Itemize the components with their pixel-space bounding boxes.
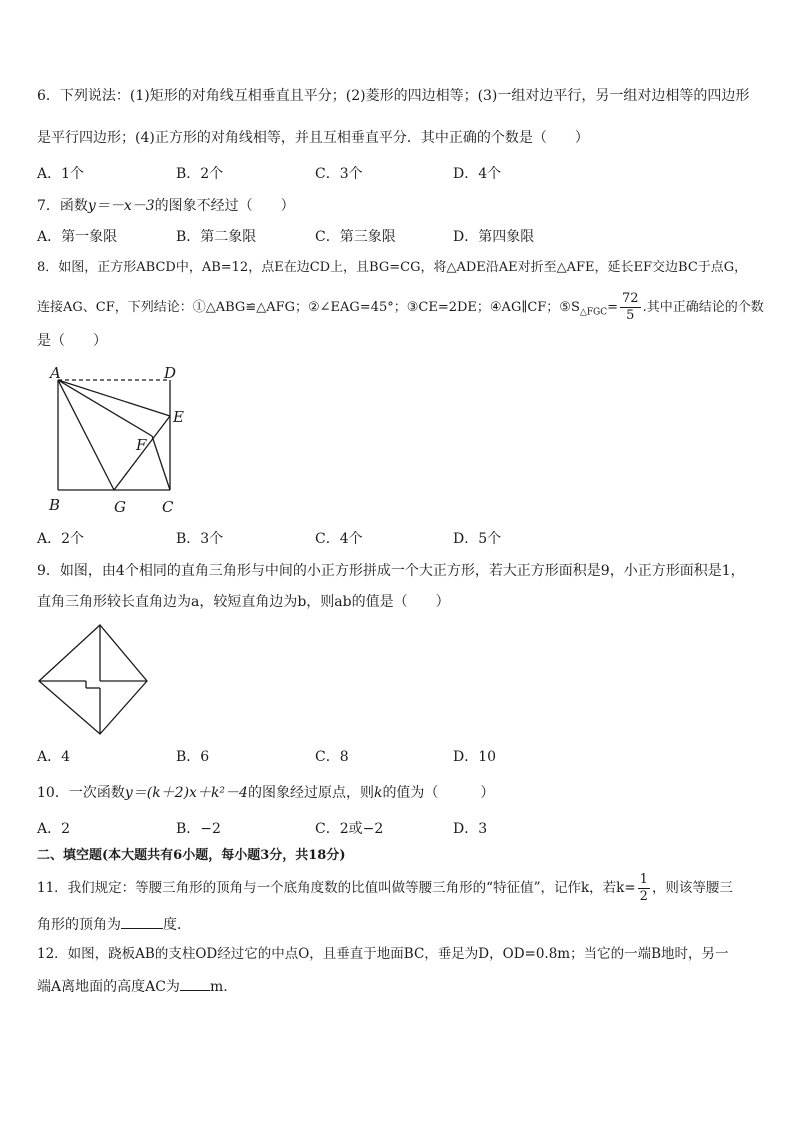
q7-suffix: 的图象不经过（ ）: [154, 198, 295, 214]
q6-option-c: C．3个: [315, 166, 363, 182]
q10-formula: y＝(k＋2)x＋k²－4: [124, 785, 248, 801]
q7-option-a: A．第一象限: [37, 229, 118, 245]
q8-label-g: G: [114, 498, 126, 516]
q9-option-b: B．6: [176, 749, 210, 765]
q9-pinwheel-figure: [34, 622, 154, 737]
q8-option-b: B．3个: [176, 531, 224, 547]
q10-option-d: D．3: [453, 821, 488, 837]
q8-frac-den: 5: [626, 308, 635, 323]
q8-area-subscript: △FGC: [579, 307, 608, 318]
q11-frac-den: 2: [639, 889, 648, 904]
q10-option-a: A．2: [37, 821, 71, 837]
section-2-title: 二、填空题(本大题共有6小题，每小题3分，共18分): [37, 848, 346, 863]
q8-line3: 是（ ）: [37, 333, 107, 349]
q8-label-b: B: [49, 496, 61, 514]
q6-option-d: D．4个: [453, 166, 502, 182]
q11-answer-blank[interactable]: [121, 914, 163, 929]
q8-frac-num: 72: [622, 291, 639, 306]
q6-line2: 是平行四边形；(4)正方形的对角线相等，并且互相垂直平分．其中正确的个数是（ ）: [37, 130, 589, 146]
q12-line1: 12．如图，跷板AB的支柱OD经过它的中点O，且垂直于地面BC，垂足为D，OD=0.8m；当它的一端B地时，另一: [37, 946, 729, 962]
q8-label-a: A: [50, 364, 61, 382]
q11-line1-suffix: ，则该等腰三: [651, 880, 733, 896]
q9-options: [37, 747, 757, 767]
q7-option-d: D．第四象限: [453, 229, 535, 245]
q11-line1: [37, 868, 733, 908]
q7-option-b: B．第二象限: [176, 229, 257, 245]
q9-option-c: C．8: [315, 749, 349, 765]
q11-fraction: [638, 872, 650, 905]
q8-segment-fc: [152, 436, 170, 490]
q7-options: [37, 227, 757, 247]
q8-label-c: C: [162, 498, 174, 516]
q9-line2: 直角三角形较长直角边为a，较短直角边为b，则ab的值是（ ）: [37, 594, 450, 610]
q6-option-b: B．2个: [176, 166, 224, 182]
q10-stem: [37, 783, 494, 803]
q7-stem: [37, 196, 295, 216]
q11-line2: [37, 914, 191, 935]
q10-middle: 的图象经过原点，则: [247, 785, 374, 801]
q8-option-d: D．5个: [453, 531, 502, 547]
q8-option-c: C．4个: [315, 531, 363, 547]
q9-option-a: A．4: [37, 749, 71, 765]
q8-segment-ae: [58, 380, 170, 416]
q9-line1: 9．如图，由4个相同的直角三角形与中间的小正方形拼成一个大正方形，若大正方形面积是9，小正方形面积是1，: [37, 563, 745, 579]
q9-option-d: D．10: [453, 749, 497, 765]
q12-line2-suffix: m.: [209, 979, 228, 995]
q8-label-d: D: [164, 364, 177, 382]
q10-prefix: 10．一次函数: [37, 785, 125, 801]
q6-line1: 6．下列说法：(1)矩形的对角线互相垂直且平分；(2)菱形的四边相等；(3)一组对边平行，另一组对边相等的四边形: [37, 88, 750, 104]
q6-option-a: A．1个: [37, 166, 85, 182]
q11-frac-num: 1: [639, 872, 648, 887]
q8-label-f: F: [136, 436, 147, 454]
q11-line2-suffix: 度．: [163, 917, 191, 933]
q10-options: [37, 819, 757, 839]
q8-fraction: [620, 291, 641, 324]
q11-line2-prefix: 角形的顶角为: [37, 917, 121, 933]
q10-option-b: B．−2: [176, 821, 221, 837]
q7-option-c: C．第三象限: [315, 229, 396, 245]
q8-label-e: E: [173, 408, 184, 426]
q12-line2-prefix: 端A离地面的高度AC为: [37, 979, 180, 995]
q12-line2: [37, 976, 228, 997]
q8-square-figure: [40, 360, 200, 520]
q6-options: [37, 164, 757, 184]
q11-line1-prefix: 11．我们规定：等腰三角形的顶角与一个底角度数的比值叫做等腰三角形的“特征值”，记作k，若k=: [37, 880, 636, 896]
q8-line2-suffix: .其中正确结论的个数: [642, 300, 764, 315]
q8-line1: 8．如图，正方形ABCD中，AB=12，点E在边CD上，且BG=CG，将△ADE沿AE对折至△AFE，延长EF交边BC于点G，: [37, 260, 748, 275]
q9-outer-square: [39, 625, 147, 734]
q8-options: [37, 529, 757, 549]
q8-line2: [37, 288, 764, 333]
q10-suffix: 的值为（ ）: [382, 785, 495, 801]
q7-formula: y＝－x－3: [87, 198, 155, 214]
q10-var: k: [373, 785, 383, 801]
q7-prefix: 7．函数: [37, 198, 88, 214]
q8-option-a: A．2个: [37, 531, 85, 547]
q10-option-c: C．2或−2: [315, 821, 384, 837]
q8-equals: =: [607, 300, 619, 315]
q12-answer-blank[interactable]: [180, 976, 210, 991]
q8-line2-prefix: 连接AG、CF，下列结论：①△ABG≌△AFG；②∠EAG=45°；③CE=2DE；④AG∥CF；⑤S: [37, 300, 580, 315]
